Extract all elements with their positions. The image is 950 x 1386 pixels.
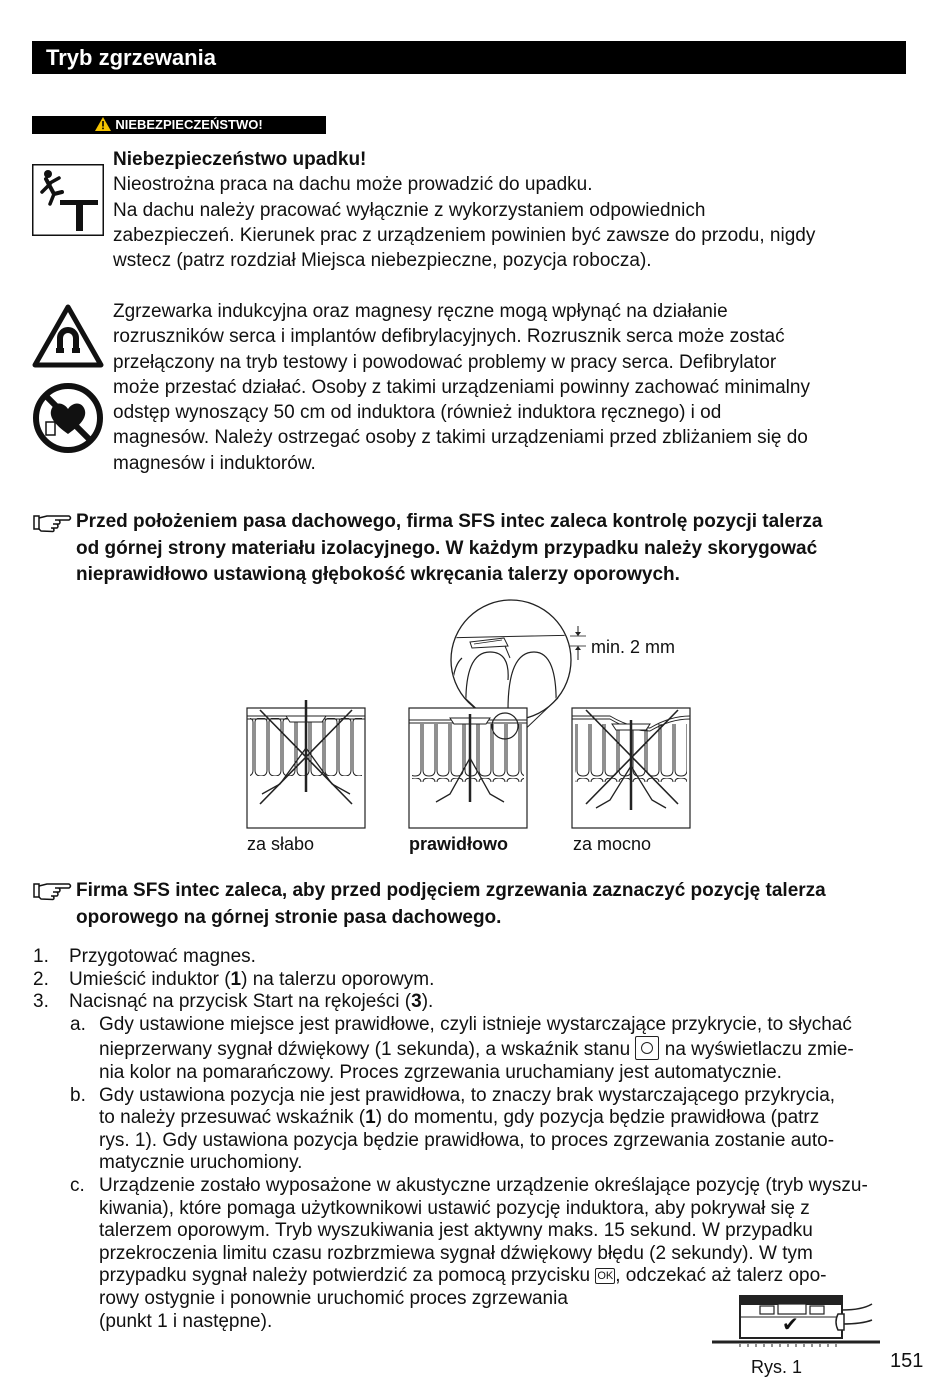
magnet-warning [113, 299, 913, 476]
substep-letter: b. [70, 1084, 86, 1106]
step-3 [33, 991, 923, 1014]
fall-warning [113, 147, 913, 273]
panel-too-weak [247, 700, 365, 828]
step-text: Umieścić induktor (1) na talerzu oporowym. [69, 968, 435, 990]
danger-label [32, 116, 326, 134]
step-number: 1. [33, 946, 49, 967]
page-number: 151 [890, 1350, 924, 1372]
note-recommendation [76, 509, 916, 589]
step-number: 3. [33, 991, 49, 1013]
magnet-warning-line: przełączony na tryb testowy i powodować problemy w pracy serca. Defibrylator [113, 351, 777, 373]
magnet-warning-line: Zgrzewarka indukcyjna oraz magnesy ręczne mogą wpłynąć na działanie [113, 301, 728, 322]
inductor-illustration [712, 1290, 882, 1350]
figure-caption: Rys. 1 [751, 1357, 803, 1377]
note-line: Firma SFS intec zaleca, aby przed podjęciem zgrzewania zaznaczyć pozycję talerza [76, 880, 826, 901]
step-1 [33, 946, 923, 969]
section-title-text: Tryb zgrzewania [46, 45, 216, 70]
magnet-warning-line: magnesów. Należy ostrzegać osoby z takimi urządzeniami przed zbliżaniem się do [113, 427, 808, 449]
magnet-warning-line: magnesów i induktorów. [113, 452, 316, 474]
note-marking [76, 878, 916, 931]
fall-warning-title: Niebezpieczeństwo upadku! [113, 149, 367, 170]
fall-warning-line: wstecz (patrz rozdział Miejsca niebezpieczne, pozycja robocza). [113, 250, 652, 272]
note-line: nieprawidłowo ustawioną głębokość wkręcania talerzy oporowych. [76, 564, 680, 585]
no-pacemaker-icon [32, 382, 104, 454]
substep-text: Gdy ustawiona pozycja nie jest prawidłowa, to znaczy brak wystarczającego przykrycia, to należy przesuwać wskaźnik (1) do momentu, gdy pozycja będzie prawidłowa (patrz rys. 1). Gdy ustawiona pozycja będzie prawidłowa, to proces zgrzewania zostanie auto- matycznie uruchomiony. [99, 1084, 836, 1174]
fall-warning-line: Na dachu należy pracować wyłącznie z wykorzystaniem odpowiednich [113, 199, 706, 221]
magnetic-field-icon [32, 304, 104, 368]
label-correct: prawidłowo [409, 834, 508, 854]
pointing-hand-icon [33, 512, 73, 534]
check-mark-icon: ✔ [782, 1314, 799, 1336]
substep-letter: c. [70, 1174, 85, 1196]
magnet-warning-line: może przestać działać. Osoby z takimi urządzeniami powinny zachować minimalny [113, 376, 810, 398]
ok-key-icon: OK [597, 1270, 614, 1283]
step-number: 2. [33, 968, 49, 990]
substep-a [33, 1014, 923, 1085]
magnet-warning-line: rozruszników serca i implantów defibrylacyjnych. Rozrusznik serca może zostać [113, 326, 785, 348]
label-too-strong: za mocno [573, 834, 652, 854]
fastener-depth-diagram [240, 598, 710, 838]
note-line: Przed położeniem pasa dachowego, firma SFS intec zaleca kontrolę pozycji talerza [76, 511, 823, 532]
note-line: oporowego na górnej stronie pasa dachowego. [76, 906, 502, 928]
note-line: od górnej strony materiału izolacyjnego. W każdym przypadku należy skorygować [76, 537, 818, 559]
step-text: Nacisnąć na przycisk Start na rękojeści (3). [69, 991, 434, 1013]
min-depth-label: min. 2 mm [591, 637, 676, 657]
panel-correct [409, 708, 527, 828]
danger-label-text: NIEBEZPIECZEŃSTWO! [115, 117, 263, 132]
procedure-steps [33, 946, 923, 1333]
substep-letter: a. [70, 1013, 86, 1035]
section-title [32, 41, 906, 74]
fall-hazard-icon [32, 164, 104, 236]
panel-too-strong [572, 708, 690, 828]
pointing-hand-icon [33, 880, 73, 902]
fall-warning-line: Nieostrożna praca na dachu może prowadzić do upadku. [113, 174, 593, 196]
warning-triangle-icon [95, 117, 111, 136]
step-2 [33, 969, 923, 992]
substep-text: Gdy ustawione miejsce jest prawidłowe, czyli istnieje wystarczające przykrycie, to słychać nieprzerwany sygnał dźwiękowy (1 sekunda), a wskaźnik stanu na wyświetlaczu zmie- nia kolor na pomarańczowy. Proces zgrzewania uruchamiany jest automatycznie. [99, 1013, 854, 1083]
magnet-warning-line: odstęp wynoszący 50 cm od induktora (również induktora ręcznego) i od [113, 402, 722, 424]
substep-b [33, 1085, 923, 1175]
fall-warning-line: zabezpieczeń. Kierunek prac z urządzeniem powinien być zawsze do przodu, nigdy [113, 224, 816, 246]
status-indicator-icon [635, 1036, 659, 1060]
step-text: Przygotować magnes. [69, 946, 256, 967]
substep-text: Urządzenie zostało wyposażone w akustyczne urządzenie określające pozycję (tryb wyszu- kiwania), które pomaga użytkownikowi ustawić pozycję induktora, aby pokrywał się z talerzem oporowym. Tryb wyszukiwania jest aktywny maks. 15 sekund. W przypadku przekroczenia limitu czasu rozbrzmiewa sygnał dźwiękowy błędu (2 sekundy). W tym przypadku sygnał należy potwierdzić za pomocą przycisku OK , odczekać aż talerz opo- rowy ostygnie i ponownie uruchomić proces zgrzewania (punkt 1 i następne). [99, 1174, 868, 1332]
label-too-weak: za słabo [247, 834, 315, 854]
